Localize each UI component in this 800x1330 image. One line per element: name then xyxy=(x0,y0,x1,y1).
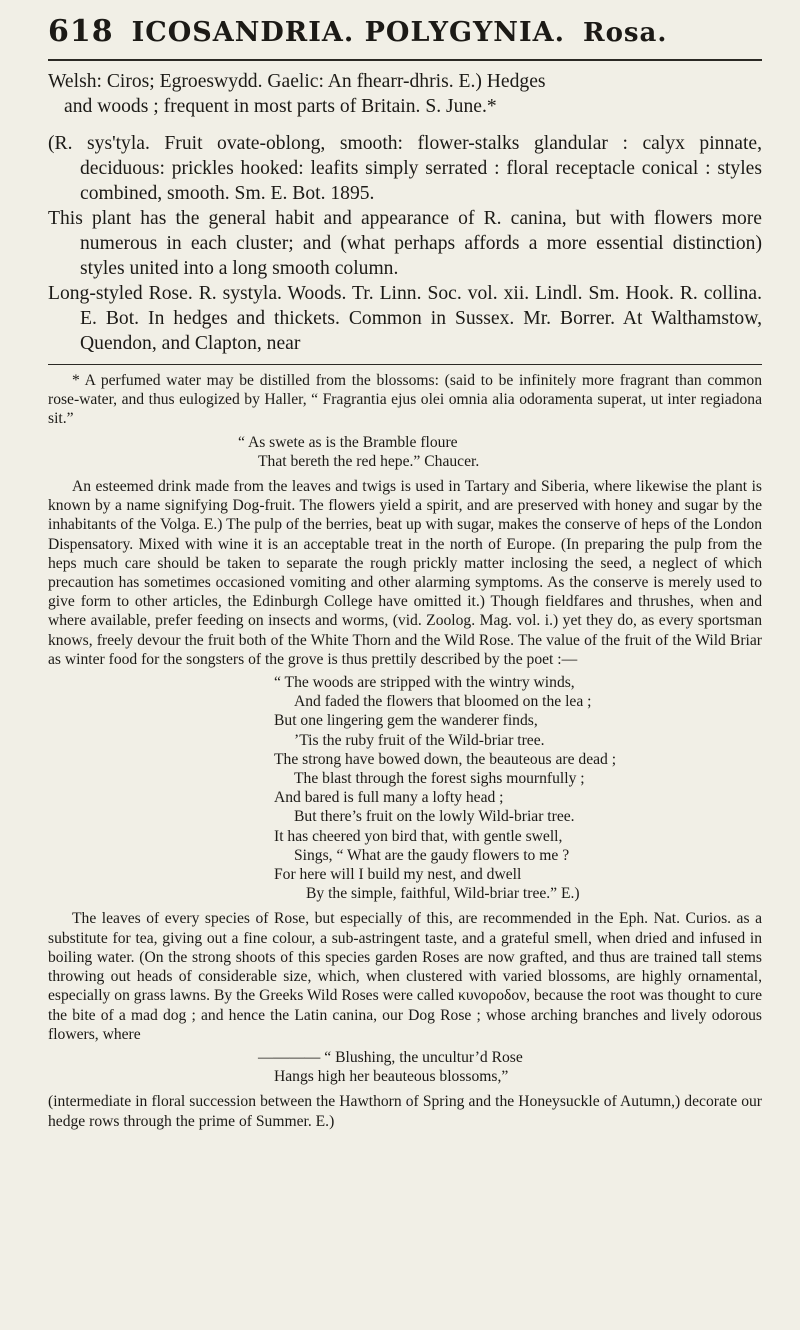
footnote-rule xyxy=(48,364,762,365)
verse-line: By the simple, faithful, Wild-briar tree.” E.) xyxy=(306,885,580,903)
systyla-synonymy: Long-styled Rose. R. systyla. Woods. Tr. Linn. Soc. vol. xii. Lindl. Sm. Hook. R. collina. E. Bot. In hedges and thickets. Common in Sussex. Mr. Borrer. At Walthamstow, Quendon, and Clapton, near xyxy=(48,283,762,354)
verse-line: And bared is full many a lofty head ; xyxy=(274,789,504,807)
header-title: ICOSANDRIA. POLYGYNIA. xyxy=(131,17,565,48)
verse-line: Sings, “ What are the gaudy flowers to me ? xyxy=(294,846,570,864)
verse-line: ———— “ Blushing, the uncultur’d Rose xyxy=(258,1048,523,1066)
footnote-para-2: An esteemed drink made from the leaves and twigs is used in Tartary and Siberia, where likewise the plant is known by a name signifying Dog-fruit. The flowers yield a spirit, and are preserved with honey and sugar by the inhabitants of the Volga. E.) The pulp of the berries, beat up with sugar, makes the conserve of heps of the London Dispensatory. Mixed with wine it is an acceptable treat in the north of Europe. (In preparing the pulp from the heps much care should be taken to separate the rough prickly matter inclosing the seed, a neglect of which precaution has sometimes occasioned vomiting and other alarming symptoms. As the conserve is merely used to give form to other articles, the Edinburgh College have omitted it.) Though fieldfares and thrushes, when and where available, prefer feeding on insects and worms, (vid. Zoolog. Mag. vol. i.) yet they do, as every sportsman knows, freely devour the fruit both of the White Thorn and the Wild Rose. The value of the fruit of the Wild Briar as winter food for the songsters of the grove is thus prettily described by the poet :— xyxy=(48,478,762,668)
page-number: 618 xyxy=(48,14,114,49)
systyla-description: (R. sys'tyla. Fruit ovate-oblong, smooth: flower-stalks glandular : calyx pinnate, deciduous: prickles hooked: leafits simply serrated : floral receptacle conical : styles combined, smooth. Sm. E. Bot. 1895. xyxy=(48,133,762,204)
verse-line: “ As swete as is the Bramble floure xyxy=(238,433,458,451)
header-genus: Rosa. xyxy=(582,18,668,48)
header-rule xyxy=(48,59,762,61)
verse-line: But there’s fruit on the lowly Wild-briar tree. xyxy=(294,808,575,826)
wild-briar-poem xyxy=(48,673,762,903)
chaucer-quote xyxy=(48,433,762,471)
verse-line: “ The woods are stripped with the wintry winds, xyxy=(274,674,575,692)
systyla-note: This plant has the general habit and appearance of R. canina, but with flowers more numerous in each cluster; and (what perhaps affords a more essential distinction) styles united into a long smooth column. xyxy=(48,208,762,279)
verse-line: For here will I build my nest, and dwell xyxy=(274,866,522,884)
verse-line: But one lingering gem the wanderer finds, xyxy=(274,712,538,730)
verse-line: The strong have bowed down, the beauteous are dead ; xyxy=(274,750,617,768)
habitat-line: and woods ; frequent in most parts of Britain. S. June.* xyxy=(64,96,497,117)
main-text xyxy=(48,69,762,356)
verse-line: That bereth the red hepe.” Chaucer. xyxy=(258,452,480,470)
verse-line: The blast through the forest sighs mournfully ; xyxy=(294,770,585,788)
verse-line: It has cheered yon bird that, with gentle swell, xyxy=(274,827,563,845)
footnote-para-1: * A perfumed water may be distilled from the blossoms: (said to be infinitely more fragrant than common rose-water, and thus eulogized by Haller, “ Fragrantia ejus olei omnia alia odoramenta superat, ut inter regiadona sit.” xyxy=(48,372,762,428)
vernacular-names: Welsh: Ciros; Egroeswydd. Gaelic: An fhearr-dhris. E.) Hedges xyxy=(48,71,546,92)
verse-line: And faded the flowers that bloomed on the lea ; xyxy=(294,693,592,711)
footnote-para-4: (intermediate in floral succession between the Hawthorn of Spring and the Honeysuckle of Autumn,) decorate our hedge rows through the prime of Summer. E.) xyxy=(48,1093,762,1130)
footnote-para-3: The leaves of every species of Rose, but especially of this, are recommended in the Eph. Nat. Curios. as a substitute for tea, giving out a fine colour, a sub-astringent taste, and a grateful smell, when dried and infused in boiling water. (On the strong shoots of this species garden Roses are now grafted, and thus are trained tall stems throwing out heads of considerable size, which, when clustered with varied blossoms, are highly ornamental, especially on grass lawns. By the Greeks Wild Roses were called κυνοροδον, because the root was thought to cure the bite of a mad dog ; and hence the Latin canina, our Dog Rose ; whose arching branches and lively odorous flowers, where xyxy=(48,910,762,1043)
running-header xyxy=(48,14,762,49)
footnote xyxy=(48,371,762,1131)
verse-line: Hangs high her beauteous blossoms,” xyxy=(274,1068,509,1086)
verse-line: ’Tis the ruby fruit of the Wild-briar tree. xyxy=(294,731,545,749)
rose-quote xyxy=(48,1048,762,1086)
